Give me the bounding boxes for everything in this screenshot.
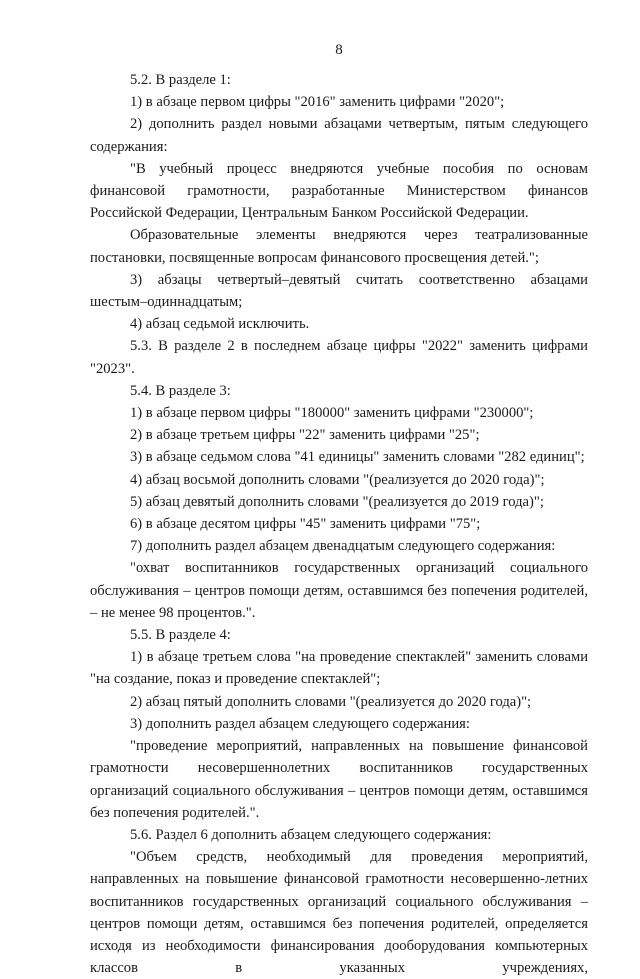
paragraph: 5.3. В разделе 2 в последнем абзаце цифры "2022" заменить цифрами "2023".	[90, 338, 588, 377]
paragraph: 6) в абзаце десятом цифры "45" заменить цифрами "75";	[130, 516, 481, 533]
paragraph: "охват воспитанников государственных организаций социального обслуживания – центров помощи детям, оставшимся без попечения родителей, – не менее 98 процентов.".	[90, 560, 588, 621]
paragraph: 1) в абзаце третьем слова "на проведение спектаклей" заменить словами "на создание, показ и проведение спектаклей";	[90, 649, 588, 688]
paragraph: 2) дополнить раздел новыми абзацами четвертым, пятым следующего содержания:	[90, 116, 588, 155]
paragraph: "В учебный процесс внедряются учебные пособия по основам финансовой грамотности, разработанные Министерством финансов Российской Федерации, Центральным Банком Российской Федерации.	[90, 160, 588, 222]
document-body	[90, 69, 588, 979]
paragraph: 3) дополнить раздел абзацем следующего содержания:	[130, 715, 470, 732]
paragraph: "проведение мероприятий, направленных на повышение финансовой грамотности несовершеннолетних воспитанников государственных организаций социального обслуживания – центров помощи детям, оставшимся без попечения родителей.".	[90, 738, 588, 821]
paragraph: 4) абзац восьмой дополнить словами "(реализуется до 2020 года)";	[130, 471, 545, 488]
paragraph: 1) в абзаце первом цифры "2016" заменить цифрами "2020";	[130, 94, 505, 111]
paragraph: 5.6. Раздел 6 дополнить абзацем следующего содержания:	[130, 826, 492, 843]
paragraph: 5) абзац девятый дополнить словами "(реализуется до 2019 года)";	[130, 493, 544, 510]
page-number: 8	[335, 42, 343, 58]
paragraph: 3) в абзаце седьмом слова "41 единицы" заменить словами "282 единиц";	[130, 449, 585, 466]
paragraph: 3) абзацы четвертый–девятый считать соответственно абзацами шестым–одиннадцатым;	[90, 271, 588, 311]
paragraph: "Объем средств, необходимый для проведения мероприятий, направленных на повышение финансовой грамотности несовершенно-летних воспитанников государственных организаций социального обслуживания – центров помощи детям, оставшимся без попечения родителей, определяется исходя из необходимости финансирования дооборудования компьютерных классов в указанных учреждениях,	[90, 849, 588, 977]
paragraph: Образовательные элементы внедряются через театрализованные постановки, посвященные вопросам финансового просвещения детей.";	[90, 227, 588, 266]
paragraph: 5.5. В разделе 4:	[130, 627, 231, 644]
paragraph: 5.4. В разделе 3:	[130, 382, 231, 399]
paragraph: 5.2. В разделе 1:	[130, 72, 231, 88]
paragraph: 2) абзац пятый дополнить словами "(реализуется до 2020 года)";	[130, 693, 532, 710]
paragraph: 4) абзац седьмой исключить.	[130, 316, 310, 333]
paragraph: 1) в абзаце первом цифры "180000" заменить цифрами "230000";	[130, 405, 534, 422]
paragraph: 2) в абзаце третьем цифры "22" заменить цифрами "25";	[130, 427, 480, 444]
paragraph: 7) дополнить раздел абзацем двенадцатым следующего содержания:	[130, 538, 556, 555]
